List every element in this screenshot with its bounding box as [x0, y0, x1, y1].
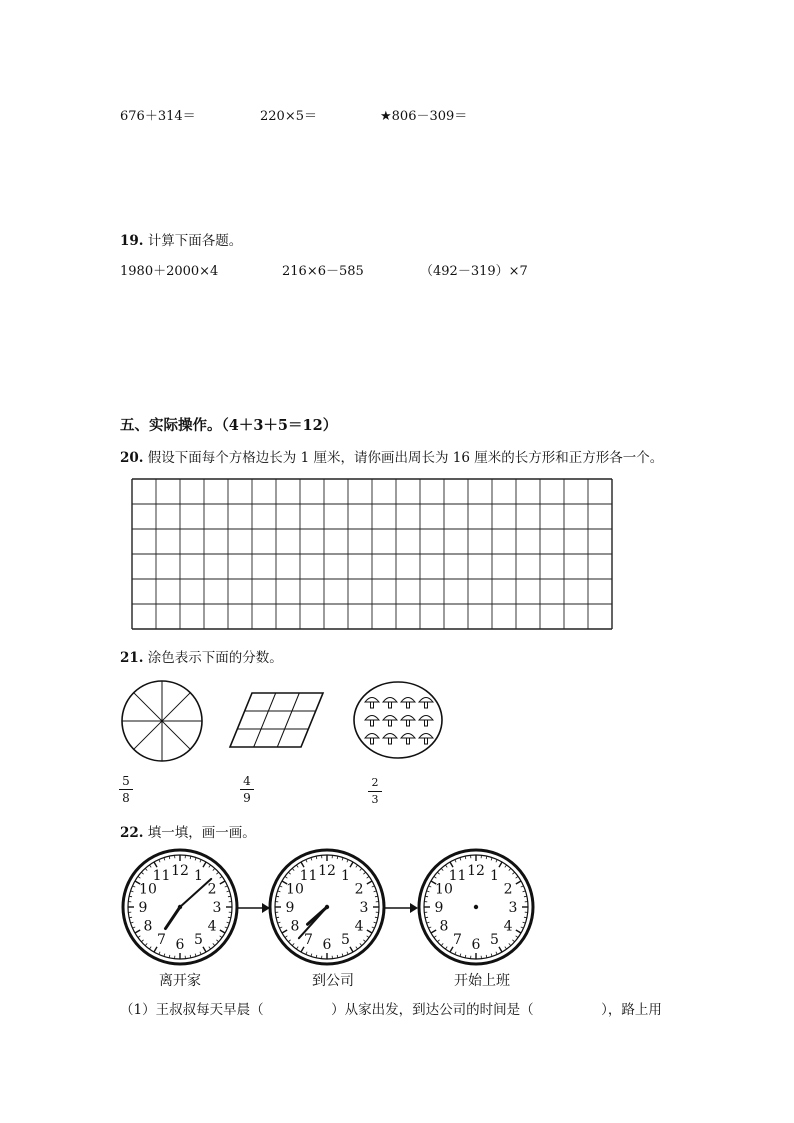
clock-numeral: 5: [341, 932, 350, 949]
mushroom-icon: [365, 716, 379, 727]
fraction-5-8: 5 8: [119, 774, 133, 805]
clock-numeral: 7: [453, 932, 462, 949]
mushroom-icon: [383, 716, 397, 727]
clock-label-arrive-office: 到公司: [312, 973, 354, 989]
clock-numeral: 9: [434, 900, 444, 916]
question-number: 22.: [120, 825, 144, 841]
clock-leave-home: [120, 847, 240, 967]
question-21: [120, 646, 283, 666]
mushroom-icon: [401, 734, 415, 745]
clock-numeral: 2: [207, 881, 217, 898]
clock-numeral: 11: [152, 867, 171, 884]
clock-numeral: 2: [354, 881, 364, 898]
question-text: 计算下面各题。: [147, 233, 243, 249]
mushroom-icon: [419, 698, 433, 709]
question-19: [120, 229, 242, 249]
mushroom-icon: [419, 734, 433, 745]
arrow-2-icon: [384, 902, 418, 914]
fraction-2-3: 2 3: [368, 776, 382, 807]
mushroom-icon: [401, 698, 415, 709]
q19-expr-3: （492－319）×7: [420, 264, 528, 279]
clock-numeral: 4: [207, 918, 217, 935]
clock-numeral: 10: [435, 881, 453, 898]
clock-numeral: 8: [290, 918, 300, 935]
mushroom-set[interactable]: [352, 680, 444, 760]
clock-numeral: 12: [318, 863, 336, 879]
question-text: 假设下面每个方格边长为 1 厘米，请你画出周长为 16 厘米的长方形和正方形各一个。: [147, 450, 664, 466]
clock-numeral: 4: [503, 918, 513, 935]
fraction-4-9: 4 9: [240, 774, 254, 805]
question-number: 19.: [120, 233, 144, 249]
arrow-1-icon: [236, 902, 270, 914]
question-22: [120, 821, 256, 841]
question-number: 20.: [120, 450, 144, 466]
parallelogram-ninths[interactable]: [228, 690, 328, 750]
mushroom-icon: [401, 716, 415, 727]
clock-numeral: 7: [304, 932, 313, 949]
clock-numeral: 12: [171, 863, 189, 879]
clock-numeral: 2: [503, 881, 513, 898]
expr-3: ★806－309＝: [380, 109, 468, 124]
clock-numeral: 6: [175, 937, 185, 953]
clock-numeral: 11: [299, 867, 318, 884]
section-heading: 五、实际操作。（4＋3＋5＝12）: [120, 417, 338, 434]
clock-numeral: 1: [341, 867, 350, 884]
question-20: [120, 446, 663, 466]
clock-numeral: 7: [157, 932, 166, 949]
mushroom-icon: [365, 698, 379, 709]
expr-2: 220×5＝: [260, 109, 317, 124]
q19-expr-1: 1980＋2000×4: [120, 264, 219, 279]
clock-numeral: 6: [322, 937, 332, 953]
clock-label-start-work: 开始上班: [454, 973, 510, 989]
square-grid[interactable]: [131, 478, 613, 630]
clock-numeral: 4: [354, 918, 364, 935]
hour-hand: [165, 907, 180, 929]
mushroom-icon: [365, 734, 379, 745]
q19-expr-2: 216×6－585: [282, 264, 364, 279]
question-text: 填一填，画一画。: [147, 825, 256, 841]
clock-numeral: 10: [286, 881, 304, 898]
clock-numeral: 5: [194, 932, 203, 949]
clock-numeral: 9: [285, 900, 295, 916]
question-text: 涂色表示下面的分数。: [147, 650, 283, 666]
clock-numeral: 3: [212, 900, 222, 916]
clock-numeral: 11: [448, 867, 467, 884]
clock-numeral: 10: [139, 881, 157, 898]
clock-arrive-office: [267, 847, 387, 967]
clock-numeral: 1: [194, 867, 203, 884]
clock-numeral: 5: [490, 932, 499, 949]
clock-numeral: 8: [439, 918, 449, 935]
mushroom-icon: [419, 716, 433, 727]
clock-numeral: 1: [490, 867, 499, 884]
question-number: 21.: [120, 650, 144, 666]
clock-numeral: 6: [471, 937, 481, 953]
clock-numeral: 9: [138, 900, 148, 916]
expr-1: 676＋314＝: [120, 109, 196, 124]
clock-numeral: 12: [467, 863, 485, 879]
mushroom-icon: [383, 734, 397, 745]
clock-numeral: 8: [143, 918, 153, 935]
clock-start-work[interactable]: [416, 847, 536, 967]
sub-question-1: （1）王叔叔每天早晨（ ）从家出发，到达公司的时间是（ ），路上用: [120, 1002, 662, 1018]
clock-numeral: 3: [508, 900, 518, 916]
clock-label-leave-home: 离开家: [159, 973, 201, 989]
circle-eighths[interactable]: [120, 679, 204, 763]
mushroom-icon: [383, 698, 397, 709]
clock-numeral: 3: [359, 900, 369, 916]
